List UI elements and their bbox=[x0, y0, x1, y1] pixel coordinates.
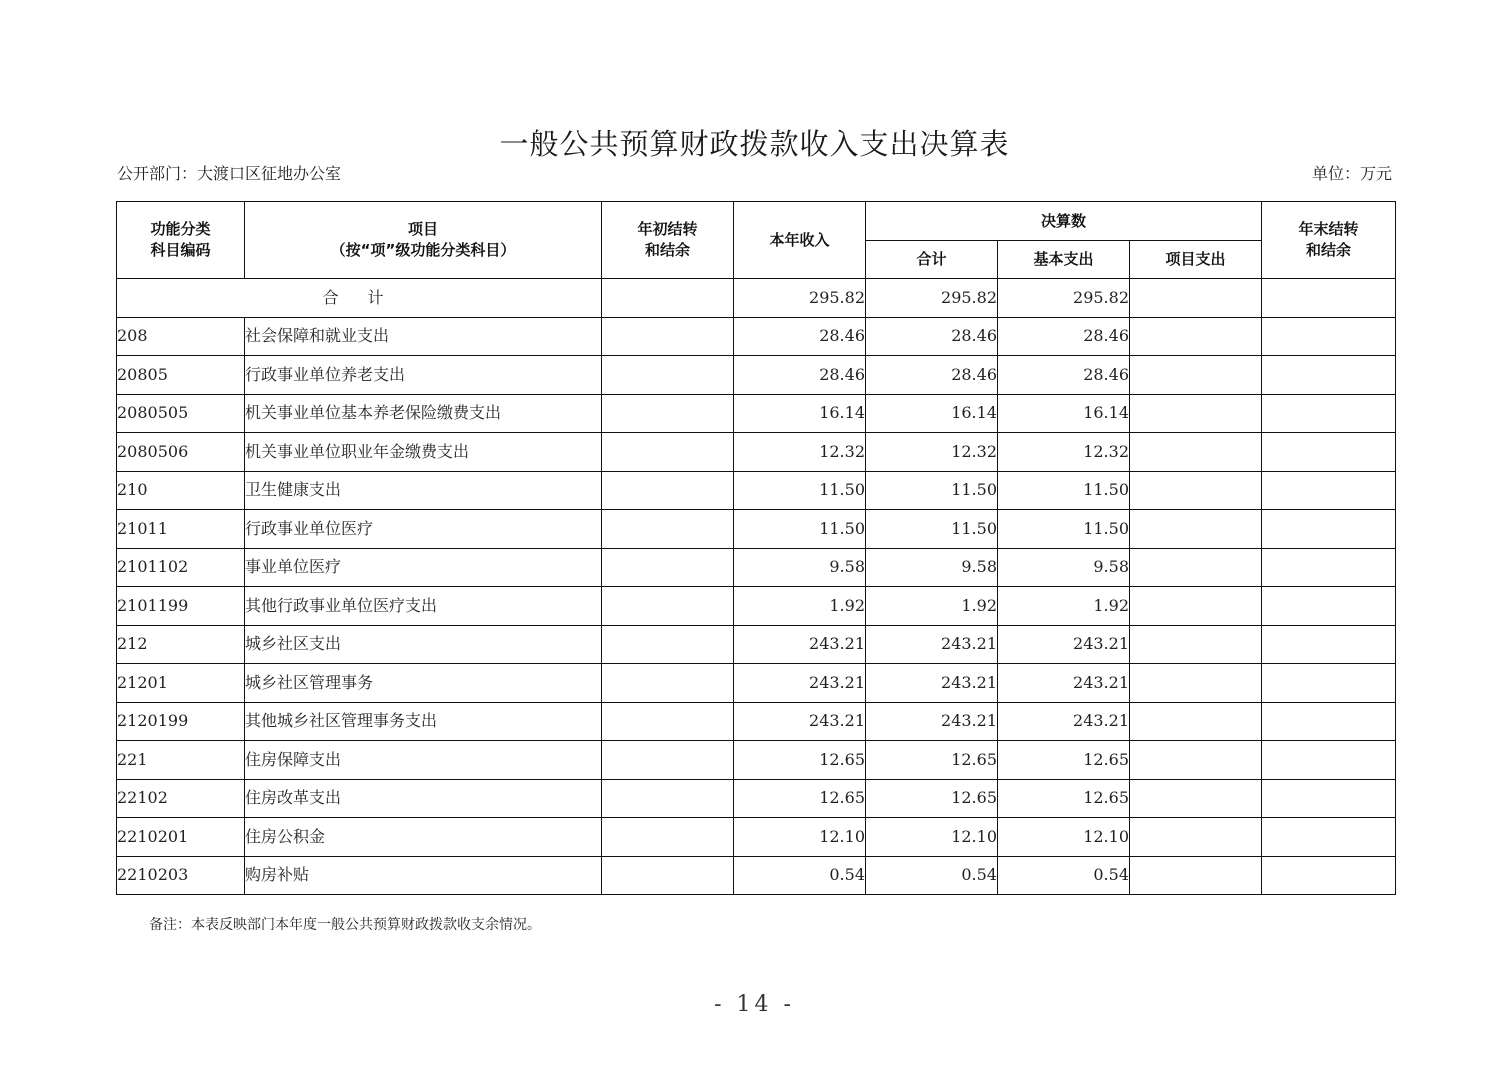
row-closing bbox=[1262, 664, 1396, 703]
row-final-project bbox=[1130, 779, 1262, 818]
row-name: 事业单位医疗 bbox=[245, 548, 602, 587]
row-final-basic: 28.46 bbox=[998, 356, 1130, 395]
total-closing bbox=[1262, 279, 1396, 318]
row-code: 221 bbox=[117, 741, 245, 780]
row-code: 2080505 bbox=[117, 394, 245, 433]
table-row bbox=[117, 394, 1396, 433]
row-final-basic: 243.21 bbox=[998, 702, 1130, 741]
row-final-basic: 12.65 bbox=[998, 779, 1130, 818]
row-opening bbox=[602, 433, 734, 472]
row-name: 其他城乡社区管理事务支出 bbox=[245, 702, 602, 741]
table-row bbox=[117, 587, 1396, 626]
row-name: 住房保障支出 bbox=[245, 741, 602, 780]
row-income: 11.50 bbox=[734, 510, 866, 549]
row-final-basic: 1.92 bbox=[998, 587, 1130, 626]
row-closing bbox=[1262, 356, 1396, 395]
row-income: 12.65 bbox=[734, 779, 866, 818]
row-name: 卫生健康支出 bbox=[245, 471, 602, 510]
row-closing bbox=[1262, 510, 1396, 549]
header-final-group: 决算数 bbox=[866, 202, 1262, 241]
total-label: 合 计 bbox=[117, 279, 602, 318]
row-income: 0.54 bbox=[734, 856, 866, 895]
row-name: 机关事业单位职业年金缴费支出 bbox=[245, 433, 602, 472]
row-final-basic: 11.50 bbox=[998, 471, 1130, 510]
row-name: 城乡社区支出 bbox=[245, 625, 602, 664]
row-final-basic: 243.21 bbox=[998, 664, 1130, 703]
row-income: 11.50 bbox=[734, 471, 866, 510]
unit-label: 单位：万元 bbox=[1311, 164, 1392, 183]
table-row bbox=[117, 702, 1396, 741]
row-opening bbox=[602, 394, 734, 433]
row-final-basic: 16.14 bbox=[998, 394, 1130, 433]
page-number: - 14 - bbox=[714, 992, 795, 1017]
row-income: 12.32 bbox=[734, 433, 866, 472]
header-total: 合计 bbox=[866, 241, 998, 279]
row-final-total: 16.14 bbox=[866, 394, 998, 433]
row-code: 2101199 bbox=[117, 587, 245, 626]
row-final-total: 243.21 bbox=[866, 702, 998, 741]
header-project: 项目支出 bbox=[1130, 241, 1262, 279]
row-code: 21011 bbox=[117, 510, 245, 549]
row-code: 210 bbox=[117, 471, 245, 510]
department-label: 公开部门：大渡口区征地办公室 bbox=[117, 164, 342, 183]
row-closing bbox=[1262, 433, 1396, 472]
row-closing bbox=[1262, 548, 1396, 587]
table-row bbox=[117, 317, 1396, 356]
footnote: 备注：本表反映部门本年度一般公共预算财政拨款收支余情况。 bbox=[149, 917, 541, 933]
row-code: 21201 bbox=[117, 664, 245, 703]
table-row bbox=[117, 779, 1396, 818]
row-closing bbox=[1262, 741, 1396, 780]
row-closing bbox=[1262, 394, 1396, 433]
row-code: 20805 bbox=[117, 356, 245, 395]
page-title: 一般公共预算财政拨款收入支出决算表 bbox=[499, 127, 1010, 161]
row-opening bbox=[602, 818, 734, 857]
row-closing bbox=[1262, 471, 1396, 510]
row-opening bbox=[602, 548, 734, 587]
row-name: 机关事业单位基本养老保险缴费支出 bbox=[245, 394, 602, 433]
header-code: 功能分类 科目编码 bbox=[117, 202, 245, 279]
row-income: 243.21 bbox=[734, 625, 866, 664]
row-final-total: 9.58 bbox=[866, 548, 998, 587]
row-code: 208 bbox=[117, 317, 245, 356]
row-income: 28.46 bbox=[734, 356, 866, 395]
total-final-total: 295.82 bbox=[866, 279, 998, 318]
row-final-project bbox=[1130, 394, 1262, 433]
row-income: 243.21 bbox=[734, 702, 866, 741]
row-code: 22102 bbox=[117, 779, 245, 818]
row-final-total: 1.92 bbox=[866, 587, 998, 626]
row-closing bbox=[1262, 702, 1396, 741]
table-row bbox=[117, 818, 1396, 857]
row-final-basic: 12.10 bbox=[998, 818, 1130, 857]
table-row bbox=[117, 548, 1396, 587]
row-opening bbox=[602, 702, 734, 741]
row-code: 2120199 bbox=[117, 702, 245, 741]
row-income: 1.92 bbox=[734, 587, 866, 626]
row-code: 2210203 bbox=[117, 856, 245, 895]
row-income: 16.14 bbox=[734, 394, 866, 433]
row-final-total: 28.46 bbox=[866, 356, 998, 395]
row-final-project bbox=[1130, 818, 1262, 857]
row-final-project bbox=[1130, 702, 1262, 741]
header-basic: 基本支出 bbox=[998, 241, 1130, 279]
row-closing bbox=[1262, 779, 1396, 818]
row-final-total: 243.21 bbox=[866, 664, 998, 703]
row-name: 住房公积金 bbox=[245, 818, 602, 857]
table-row bbox=[117, 664, 1396, 703]
row-opening bbox=[602, 625, 734, 664]
table-row bbox=[117, 356, 1396, 395]
row-final-project bbox=[1130, 471, 1262, 510]
row-final-total: 12.32 bbox=[866, 433, 998, 472]
row-closing bbox=[1262, 856, 1396, 895]
row-opening bbox=[602, 779, 734, 818]
row-opening bbox=[602, 664, 734, 703]
row-name: 购房补贴 bbox=[245, 856, 602, 895]
row-final-basic: 9.58 bbox=[998, 548, 1130, 587]
row-final-total: 12.10 bbox=[866, 818, 998, 857]
row-code: 212 bbox=[117, 625, 245, 664]
row-opening bbox=[602, 317, 734, 356]
row-closing bbox=[1262, 587, 1396, 626]
row-final-total: 0.54 bbox=[866, 856, 998, 895]
row-final-project bbox=[1130, 317, 1262, 356]
row-opening bbox=[602, 471, 734, 510]
row-name: 住房改革支出 bbox=[245, 779, 602, 818]
row-opening bbox=[602, 741, 734, 780]
row-income: 243.21 bbox=[734, 664, 866, 703]
row-name: 其他行政事业单位医疗支出 bbox=[245, 587, 602, 626]
row-final-basic: 0.54 bbox=[998, 856, 1130, 895]
row-final-project bbox=[1130, 741, 1262, 780]
header-income: 本年收入 bbox=[734, 202, 866, 279]
row-final-total: 11.50 bbox=[866, 510, 998, 549]
row-income: 12.65 bbox=[734, 741, 866, 780]
row-final-total: 12.65 bbox=[866, 741, 998, 780]
table-row bbox=[117, 625, 1396, 664]
total-final-basic: 295.82 bbox=[998, 279, 1130, 318]
row-income: 28.46 bbox=[734, 317, 866, 356]
row-income: 9.58 bbox=[734, 548, 866, 587]
header-closing-balance: 年末结转 和结余 bbox=[1262, 202, 1396, 279]
row-final-basic: 11.50 bbox=[998, 510, 1130, 549]
row-name: 社会保障和就业支出 bbox=[245, 317, 602, 356]
row-code: 2080506 bbox=[117, 433, 245, 472]
row-opening bbox=[602, 587, 734, 626]
row-final-basic: 28.46 bbox=[998, 317, 1130, 356]
row-opening bbox=[602, 856, 734, 895]
row-final-basic: 12.32 bbox=[998, 433, 1130, 472]
row-income: 12.10 bbox=[734, 818, 866, 857]
row-final-basic: 12.65 bbox=[998, 741, 1130, 780]
row-final-project bbox=[1130, 356, 1262, 395]
row-final-project bbox=[1130, 510, 1262, 549]
table-row bbox=[117, 433, 1396, 472]
row-final-total: 11.50 bbox=[866, 471, 998, 510]
row-final-project bbox=[1130, 587, 1262, 626]
row-closing bbox=[1262, 625, 1396, 664]
total-final-project bbox=[1130, 279, 1262, 318]
total-income: 295.82 bbox=[734, 279, 866, 318]
row-final-project bbox=[1130, 433, 1262, 472]
row-opening bbox=[602, 510, 734, 549]
row-name: 行政事业单位养老支出 bbox=[245, 356, 602, 395]
table-row bbox=[117, 471, 1396, 510]
row-final-project bbox=[1130, 548, 1262, 587]
row-final-project bbox=[1130, 625, 1262, 664]
row-closing bbox=[1262, 818, 1396, 857]
row-final-project bbox=[1130, 664, 1262, 703]
table-row bbox=[117, 510, 1396, 549]
row-opening bbox=[602, 356, 734, 395]
row-code: 2210201 bbox=[117, 818, 245, 857]
total-row bbox=[117, 279, 1396, 318]
total-opening bbox=[602, 279, 734, 318]
row-final-total: 243.21 bbox=[866, 625, 998, 664]
header-opening-balance: 年初结转 和结余 bbox=[602, 202, 734, 279]
row-final-project bbox=[1130, 856, 1262, 895]
row-final-basic: 243.21 bbox=[998, 625, 1130, 664]
row-name: 城乡社区管理事务 bbox=[245, 664, 602, 703]
header-item: 项目 （按“项”级功能分类科目） bbox=[245, 202, 602, 279]
row-code: 2101102 bbox=[117, 548, 245, 587]
table-row bbox=[117, 856, 1396, 895]
row-final-total: 28.46 bbox=[866, 317, 998, 356]
table-row bbox=[117, 741, 1396, 780]
row-final-total: 12.65 bbox=[866, 779, 998, 818]
row-closing bbox=[1262, 317, 1396, 356]
row-name: 行政事业单位医疗 bbox=[245, 510, 602, 549]
budget-table bbox=[116, 201, 1396, 895]
